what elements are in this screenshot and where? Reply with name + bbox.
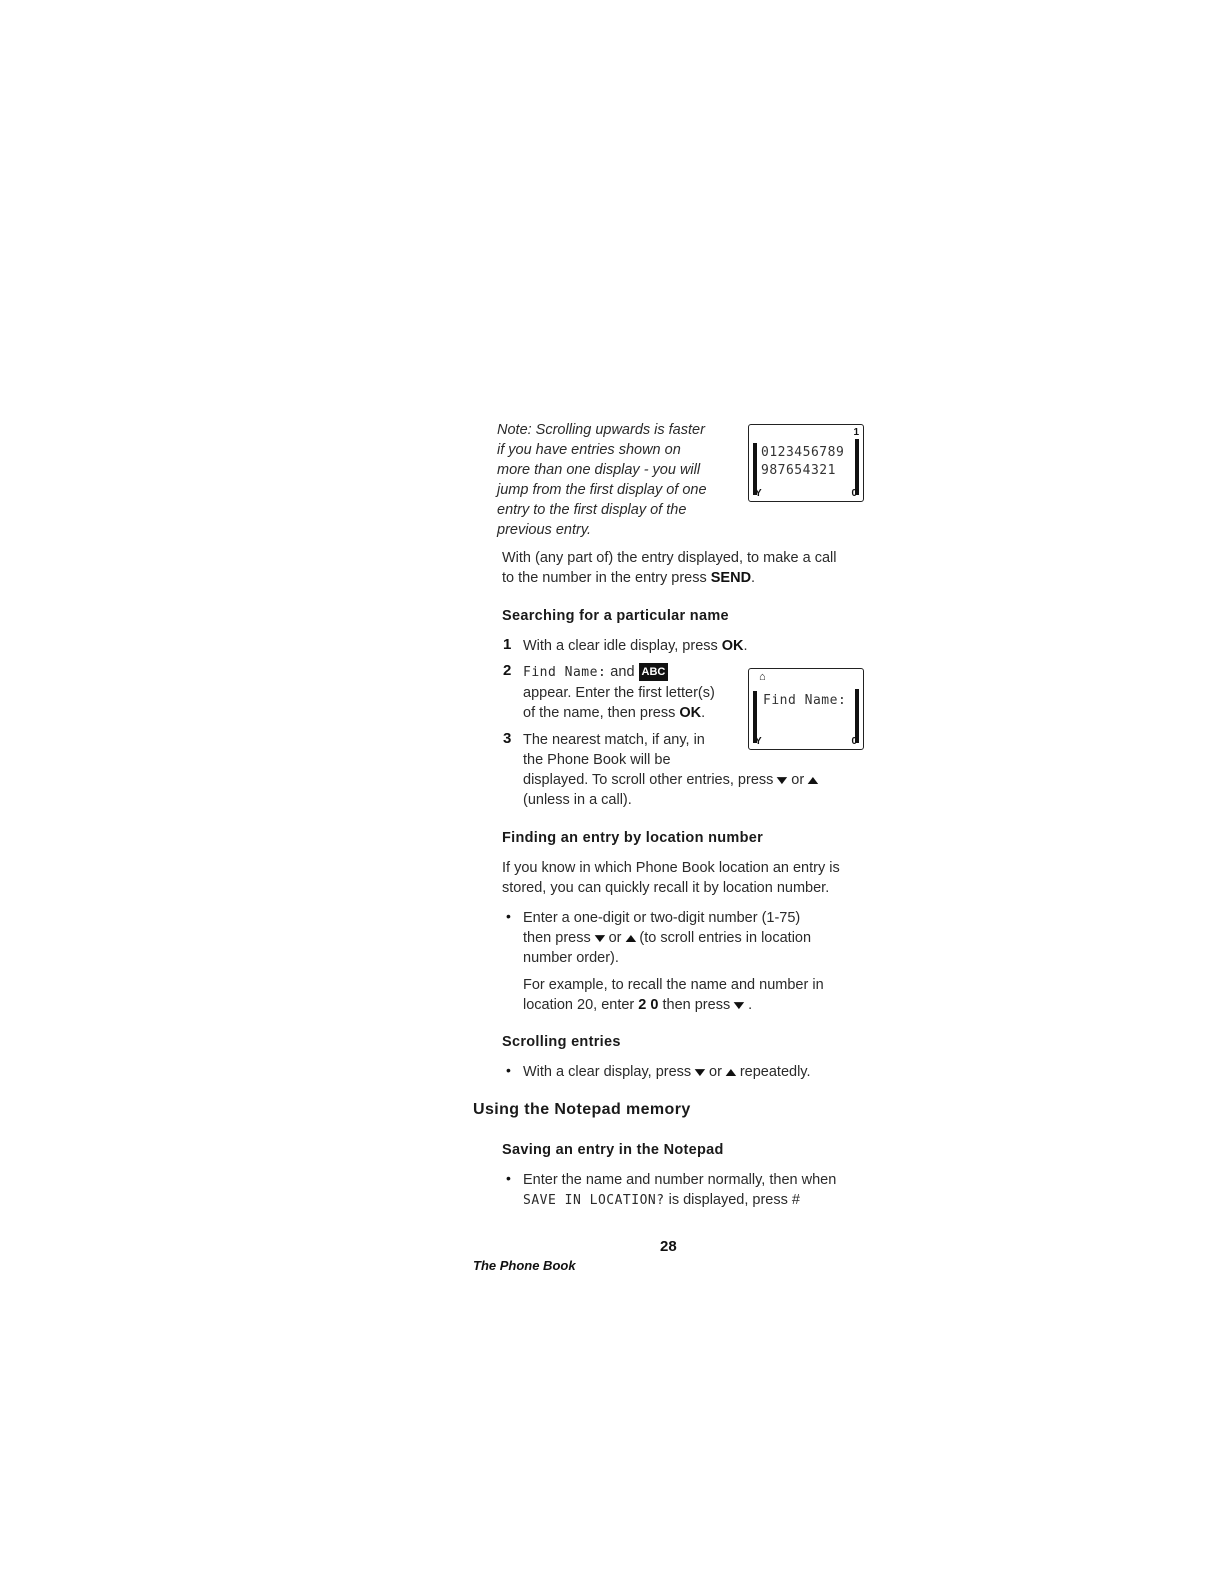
bullet-text: With a clear display, press	[523, 1064, 692, 1080]
example-text: then press	[658, 997, 731, 1013]
chapter-heading: Using the Notepad memory	[473, 1101, 691, 1118]
display-line-2: 987654321	[761, 463, 836, 478]
step-line: the Phone Book will be	[523, 752, 671, 768]
down-arrow-icon: ▼	[590, 931, 609, 945]
step-2-text	[523, 662, 738, 723]
up-arrow-icon: ▲	[621, 931, 640, 945]
step-line: The nearest match, if any, in	[523, 732, 705, 748]
step-number: 2	[503, 662, 512, 679]
note-line: more than one display - you will	[497, 462, 701, 478]
bullet-text: (to scroll entries in location	[639, 930, 812, 946]
note-block	[497, 420, 737, 540]
period: .	[751, 570, 756, 586]
paragraph-line: stored, you can quickly recall it by location number.	[502, 880, 830, 896]
step-number: 1	[503, 636, 512, 653]
down-arrow-icon: ▼	[773, 773, 792, 787]
section-heading: Saving an entry in the Notepad	[502, 1142, 724, 1158]
example-text: location 20, enter	[523, 997, 639, 1013]
or-text: or	[608, 930, 622, 946]
section-footer-title: The Phone Book	[473, 1258, 576, 1273]
bullet-line: number order).	[523, 950, 619, 966]
step-line	[523, 662, 738, 683]
paragraph-line: With (any part of) the entry displayed, to make a call	[502, 550, 837, 566]
down-arrow-icon: ▼	[730, 998, 749, 1012]
step-3-text	[523, 730, 883, 810]
bullet-text: then press	[523, 930, 591, 946]
step-line: (unless in a call).	[523, 792, 632, 808]
note-line: previous entry.	[497, 522, 592, 538]
notepad-bullet	[523, 1170, 893, 1211]
bullet-text: repeatedly.	[739, 1064, 811, 1080]
bullet-line: Enter the name and number normally, then when	[523, 1172, 837, 1188]
paragraph-text: to the number in the entry press	[502, 570, 711, 586]
bullet-line: Enter a one-digit or two-digit number (1-75)	[523, 910, 801, 926]
or-text: or	[791, 772, 805, 788]
display-indicator: 1	[853, 427, 859, 438]
period: .	[748, 997, 753, 1013]
note-line: entry to the first display of the	[497, 502, 687, 518]
down-arrow-icon: ▼	[691, 1065, 710, 1079]
ok-key: OK	[721, 638, 744, 654]
finding-bullet	[523, 908, 883, 968]
send-paragraph	[502, 548, 882, 588]
battery-bar-icon	[855, 439, 859, 495]
phone-display-example	[748, 424, 864, 502]
find-name-prompt: Find Name:	[523, 665, 607, 680]
paragraph-line: If you know in which Phone Book location an entry is	[502, 860, 840, 876]
ok-key: OK	[679, 705, 702, 721]
up-arrow-icon: ▲	[804, 773, 823, 787]
or-text: or	[709, 1064, 722, 1080]
section-heading: Scrolling entries	[502, 1034, 621, 1050]
bullet-text: is displayed, press #	[664, 1192, 800, 1208]
example-line: For example, to recall the name and number in	[523, 977, 824, 993]
note-line: jump from the first display of one	[497, 482, 707, 498]
period: .	[743, 638, 748, 654]
example-line	[523, 995, 883, 1015]
display-indicator: Y	[755, 736, 762, 747]
step-text: With a clear idle display, press	[523, 638, 722, 654]
step-line	[523, 703, 738, 723]
send-key: SEND	[710, 570, 752, 586]
abc-mode-icon: ABC	[639, 663, 669, 681]
step-line	[523, 770, 883, 790]
scrolling-bullet	[523, 1062, 903, 1082]
finding-paragraph	[502, 858, 882, 898]
bullet-icon: •	[506, 1170, 511, 1186]
note-line: Note: Scrolling upwards is faster	[497, 422, 705, 438]
step-number: 3	[503, 730, 512, 747]
step-text: displayed. To scroll other entries, press	[523, 772, 774, 788]
step-1-text	[523, 636, 863, 656]
bullet-line	[523, 928, 883, 948]
display-line-1: Find Name:	[763, 693, 847, 708]
section-heading: Searching for a particular name	[502, 608, 729, 624]
section-heading: Finding an entry by location number	[502, 830, 764, 846]
bullet-icon: •	[506, 1062, 511, 1078]
step-line: appear. Enter the first letter(s)	[523, 685, 715, 701]
bullet-icon: •	[506, 908, 511, 924]
display-indicator: Y	[755, 488, 762, 499]
display-indicator: 0	[851, 736, 857, 747]
note-line: if you have entries shown on	[497, 442, 681, 458]
step-text: and	[606, 664, 639, 680]
save-location-prompt: SAVE IN LOCATION?	[523, 1193, 665, 1208]
up-arrow-icon: ▲	[721, 1065, 740, 1079]
paragraph-line	[502, 568, 882, 588]
step-text: of the name, then press	[523, 705, 680, 721]
display-indicator: 0	[851, 488, 857, 499]
bullet-line	[523, 1190, 893, 1211]
display-line-1: 0123456789	[761, 445, 845, 460]
period: .	[701, 705, 706, 721]
page-number: 28	[660, 1238, 677, 1255]
example-key: 2 0	[638, 997, 659, 1013]
example-paragraph	[523, 975, 883, 1015]
phonebook-icon: ⌂	[759, 671, 766, 683]
